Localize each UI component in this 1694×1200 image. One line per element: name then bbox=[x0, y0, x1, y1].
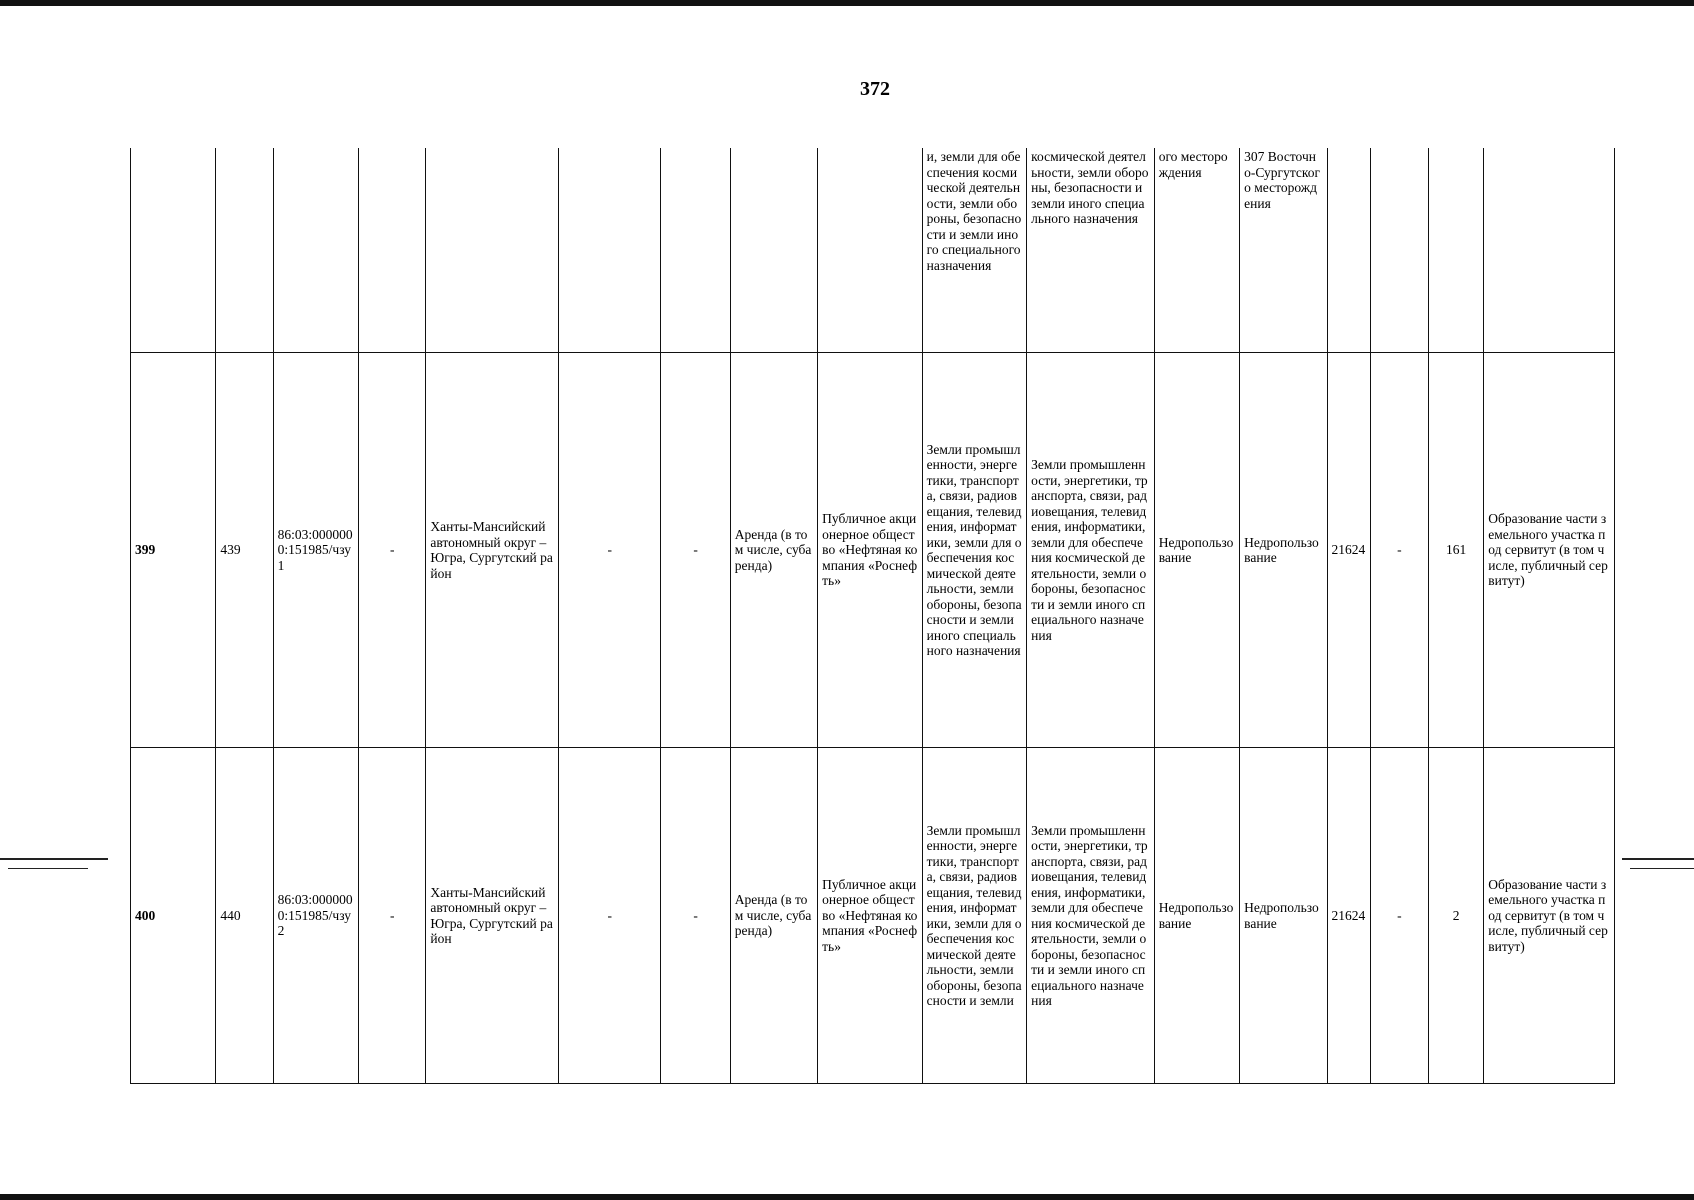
area: 2 bbox=[1429, 748, 1484, 1084]
cell bbox=[359, 148, 426, 353]
table-row-continuation bbox=[131, 148, 1615, 353]
cell-use1-cont: ого месторождения bbox=[1154, 148, 1239, 353]
cell bbox=[273, 148, 358, 353]
cell bbox=[131, 148, 216, 353]
cell bbox=[730, 148, 817, 353]
dash-cell: - bbox=[359, 748, 426, 1084]
dash-cell: - bbox=[1370, 353, 1428, 748]
cell bbox=[818, 148, 922, 353]
scan-edge-top bbox=[0, 0, 1694, 6]
cell-use2-cont: 307 Восточно-Сургутского месторождения bbox=[1240, 148, 1327, 353]
land-category: Земли промышленности, энергетики, транспорта, связи, радиовещания, телевидения, информатики, земли для обеспечения космической деятельности, земли обороны, безопасности и земли иного специального назначения bbox=[922, 353, 1027, 748]
left-margin-rule-2 bbox=[8, 868, 88, 869]
permitted-use-1: Недропользование bbox=[1154, 748, 1239, 1084]
row-number: 399 bbox=[131, 353, 216, 748]
cadastral-number: 86:03:0000000:151985/чзу2 bbox=[273, 748, 358, 1084]
cell bbox=[661, 148, 730, 353]
code: 21624 bbox=[1327, 353, 1370, 748]
holder: Публичное акционерное общество «Нефтяная компания «Роснефть» bbox=[818, 748, 922, 1084]
registry-table bbox=[130, 148, 1615, 1084]
right-type: Аренда (в том числе, субаренда) bbox=[730, 353, 817, 748]
row-number: 400 bbox=[131, 748, 216, 1084]
dash-cell: - bbox=[661, 748, 730, 1084]
purpose: Образование части земельного участка под сервитут (в том числе, публичный сервитут) bbox=[1484, 353, 1615, 748]
cell-category-cont: и, земли для обеспечения космической деятельности, земли обороны, безопасности и земли иного специального назначения bbox=[922, 148, 1027, 353]
page-number: 372 bbox=[860, 78, 890, 100]
dash-cell: - bbox=[1370, 748, 1428, 1084]
right-margin-rule-2 bbox=[1630, 868, 1694, 869]
location: Ханты-Мансийский автономный округ – Югра, Сургутский район bbox=[426, 748, 559, 1084]
left-margin-rule bbox=[0, 858, 108, 860]
right-margin-rule bbox=[1622, 858, 1694, 860]
area: 161 bbox=[1429, 353, 1484, 748]
land-category: Земли промышленности, энергетики, транспорта, связи, радиовещания, телевидения, информатики, земли для обеспечения космической деятельности, земли обороны, безопасности и земли bbox=[922, 748, 1027, 1084]
right-type: Аренда (в том числе, субаренда) bbox=[730, 748, 817, 1084]
cell bbox=[558, 148, 660, 353]
cell-category2-cont: космической деятельности, земли обороны, безопасности и земли иного специального назначения bbox=[1027, 148, 1155, 353]
holder: Публичное акционерное общество «Нефтяная компания «Роснефть» bbox=[818, 353, 922, 748]
permitted-use-2: Недропользование bbox=[1240, 748, 1327, 1084]
row-index: 440 bbox=[216, 748, 273, 1084]
cell bbox=[1370, 148, 1428, 353]
cell bbox=[1327, 148, 1370, 353]
code: 21624 bbox=[1327, 748, 1370, 1084]
table-row bbox=[131, 748, 1615, 1084]
cell bbox=[1484, 148, 1615, 353]
cell bbox=[1429, 148, 1484, 353]
land-category-2: Земли промышленности, энергетики, транспорта, связи, радиовещания, телевидения, информатики, земли для обеспечения космической деятельности, земли обороны, безопасности и земли иного специального назначения bbox=[1027, 748, 1155, 1084]
location: Ханты-Мансийский автономный округ – Югра, Сургутский район bbox=[426, 353, 559, 748]
dash-cell: - bbox=[558, 353, 660, 748]
dash-cell: - bbox=[661, 353, 730, 748]
table-row bbox=[131, 353, 1615, 748]
dash-cell: - bbox=[359, 353, 426, 748]
scan-edge-bottom bbox=[0, 1194, 1694, 1200]
cadastral-number: 86:03:0000000:151985/чзу1 bbox=[273, 353, 358, 748]
permitted-use-1: Недропользование bbox=[1154, 353, 1239, 748]
cell bbox=[216, 148, 273, 353]
permitted-use-2: Недропользование bbox=[1240, 353, 1327, 748]
purpose: Образование части земельного участка под сервитут (в том числе, публичный сервитут) bbox=[1484, 748, 1615, 1084]
land-category-2: Земли промышленности, энергетики, транспорта, связи, радиовещания, телевидения, информатики, земли для обеспечения космической деятельности, земли обороны, безопасности и земли иного специального назначения bbox=[1027, 353, 1155, 748]
dash-cell: - bbox=[558, 748, 660, 1084]
row-index: 439 bbox=[216, 353, 273, 748]
cell bbox=[426, 148, 559, 353]
